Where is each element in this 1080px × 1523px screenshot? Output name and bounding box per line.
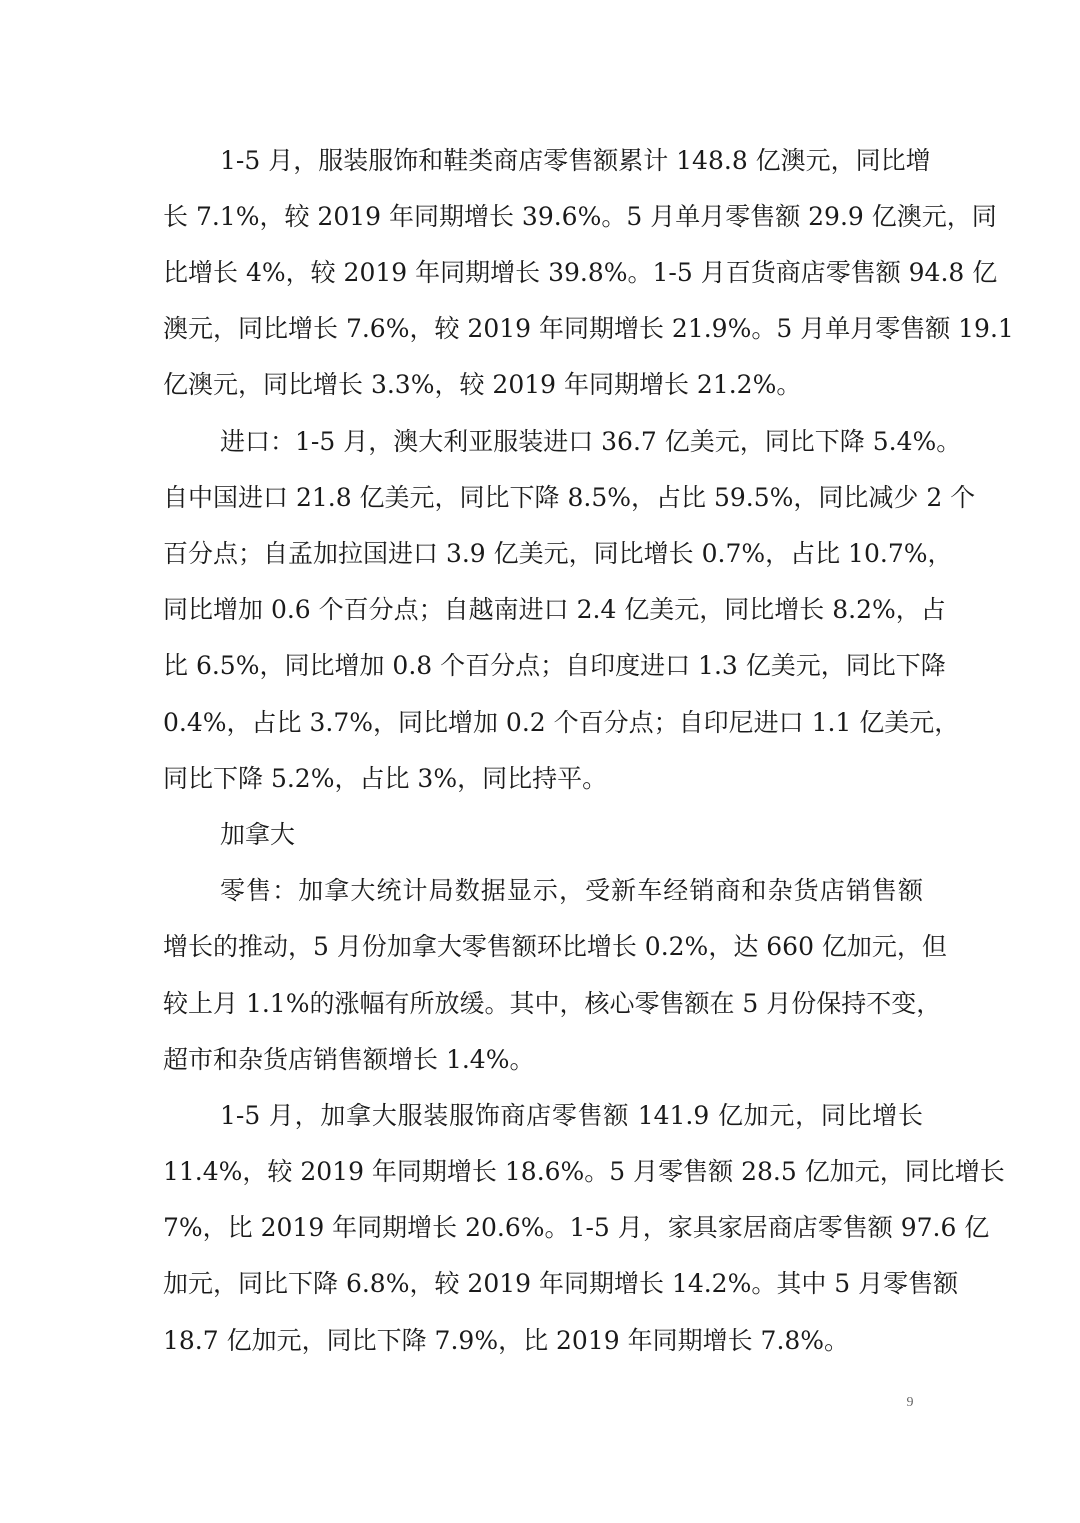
- paragraph-line: 长 7.1%，较 2019 年同期增长 39.6%。5 月单月零售额 29.9 亿澳元，同: [163, 202, 997, 231]
- section-heading: 加拿大: [220, 820, 296, 849]
- paragraph-line: 1-5 月，服装服饰和鞋类商店零售额累计 148.8 亿澳元，同比增: [220, 146, 931, 175]
- paragraph-line: 超市和杂货店销售额增长 1.4%。: [163, 1045, 535, 1074]
- paragraph-line: 零售：加拿大统计局数据显示，受新车经销商和杂货店销售额: [220, 876, 923, 905]
- paragraph-line: 亿澳元，同比增长 3.3%，较 2019 年同期增长 21.2%。: [163, 370, 802, 399]
- paragraph-line: 同比增加 0.6 个百分点；自越南进口 2.4 亿美元，同比增长 8.2%，占: [163, 595, 946, 624]
- paragraph-line: 百分点；自孟加拉国进口 3.9 亿美元，同比增长 0.7%，占比 10.7%，: [163, 539, 953, 568]
- paragraph-line: 11.4%，较 2019 年同期增长 18.6%。5 月零售额 28.5 亿加元，同比增长: [163, 1157, 1005, 1186]
- paragraph-line: 进口：1-5 月，澳大利亚服装进口 36.7 亿美元，同比下降 5.4%。: [220, 427, 962, 456]
- paragraph-line: 比 6.5%，同比增加 0.8 个百分点；自印度进口 1.3 亿美元，同比下降: [163, 651, 946, 680]
- page-number: 9: [906, 1395, 914, 1410]
- paragraph-line: 澳元，同比增长 7.6%，较 2019 年同期增长 21.9%。5 月单月零售额 19.1: [163, 314, 1014, 343]
- paragraph-line: 1-5 月，加拿大服装服饰商店零售额 141.9 亿加元，同比增长: [220, 1101, 923, 1130]
- paragraph-line: 同比下降 5.2%，占比 3%，同比持平。: [163, 764, 608, 793]
- paragraph-line: 自中国进口 21.8 亿美元，同比下降 8.5%，占比 59.5%，同比减少 2 个: [163, 483, 976, 512]
- paragraph-line: 较上月 1.1%的涨幅有所放缓。其中，核心零售额在 5 月份保持不变，: [163, 989, 942, 1018]
- paragraph-line: 增长的推动，5 月份加拿大零售额环比增长 0.2%，达 660 亿加元，但: [163, 932, 947, 961]
- paragraph-line: 比增长 4%，较 2019 年同期增长 39.8%。1-5 月百货商店零售额 94.8 亿: [163, 258, 998, 287]
- paragraph-line: 7%，比 2019 年同期增长 20.6%。1-5 月，家具家居商店零售额 97.6 亿: [163, 1213, 990, 1242]
- paragraph-line: 加元，同比下降 6.8%，较 2019 年同期增长 14.2%。其中 5 月零售额: [163, 1269, 959, 1298]
- paragraph-line: 0.4%，占比 3.7%，同比增加 0.2 个百分点；自印尼进口 1.1 亿美元，: [163, 708, 960, 737]
- paragraph-line: 18.7 亿加元，同比下降 7.9%，比 2019 年同期增长 7.8%。: [163, 1326, 850, 1355]
